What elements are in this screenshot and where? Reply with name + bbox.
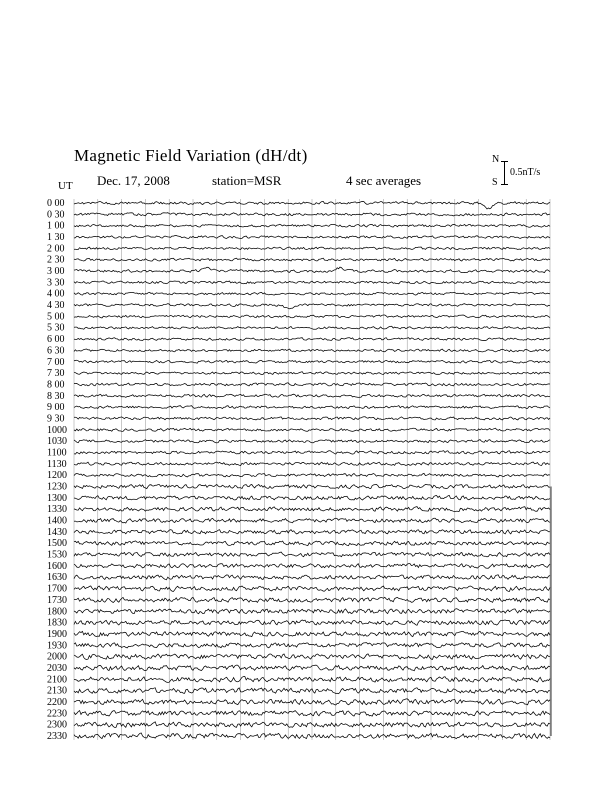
chart-title: Magnetic Field Variation (dH/dt) xyxy=(74,146,308,165)
row-label: 1700 xyxy=(47,583,67,595)
date-label: Dec. 17, 2008 xyxy=(97,173,170,188)
row-label: 2 00 xyxy=(47,243,65,255)
row-label: 1830 xyxy=(47,617,67,629)
station-label: station=MSR xyxy=(212,173,282,188)
row-label: 1500 xyxy=(47,538,67,550)
row-label: 2130 xyxy=(47,685,67,697)
row-label: 8 00 xyxy=(47,379,65,391)
scale-south-label: S xyxy=(492,177,498,188)
row-label: 1730 xyxy=(47,594,67,606)
row-label: 2000 xyxy=(47,651,67,663)
row-label: 0 00 xyxy=(47,198,65,209)
row-label: 1330 xyxy=(47,504,67,516)
row-label: 1900 xyxy=(47,628,67,640)
row-label: 1300 xyxy=(47,492,67,504)
row-label: 3 00 xyxy=(47,266,65,277)
row-label: 1430 xyxy=(47,526,67,538)
row-label: 1600 xyxy=(47,560,67,572)
ut-axis-label: UT xyxy=(58,180,73,192)
row-label: 2100 xyxy=(47,674,67,686)
row-label: 2300 xyxy=(47,719,67,731)
row-label: 4 00 xyxy=(47,288,65,300)
row-label: 1400 xyxy=(47,515,67,527)
row-label: 2230 xyxy=(47,708,67,720)
row-label: 8 30 xyxy=(47,390,65,402)
row-label: 5 30 xyxy=(47,322,65,334)
row-label: 1000 xyxy=(47,424,67,436)
row-label: 9 00 xyxy=(47,402,65,414)
scale-value-label: 0.5nT/s xyxy=(510,167,541,178)
row-label: 1 00 xyxy=(47,220,65,232)
row-label: 1530 xyxy=(47,549,67,561)
row-label: 4 30 xyxy=(47,300,65,312)
row-label: 2 30 xyxy=(47,254,65,266)
row-label: 1100 xyxy=(47,447,67,459)
scale-north-label: N xyxy=(492,154,500,165)
row-label: 1200 xyxy=(47,470,67,482)
row-label: 1930 xyxy=(47,640,67,652)
row-label: 2030 xyxy=(47,663,67,674)
row-label: 9 30 xyxy=(47,413,65,425)
row-label: 7 30 xyxy=(47,368,65,380)
row-label: 3 30 xyxy=(47,277,65,289)
row-label: 7 00 xyxy=(47,356,65,368)
row-label: 6 00 xyxy=(47,334,65,346)
row-label: 1 30 xyxy=(47,232,65,243)
row-label: 1800 xyxy=(47,606,67,618)
row-label: 2200 xyxy=(47,697,67,708)
row-label: 5 00 xyxy=(47,311,65,323)
row-label: 1230 xyxy=(47,481,67,493)
averaging-label: 4 sec averages xyxy=(346,173,422,188)
row-label: 2330 xyxy=(47,731,67,742)
row-label: 6 30 xyxy=(47,345,65,357)
row-label: 1630 xyxy=(47,572,67,584)
row-label: 1030 xyxy=(47,436,67,448)
row-label: 1130 xyxy=(47,458,67,470)
row-label: 0 30 xyxy=(47,209,65,221)
row-labels xyxy=(47,198,67,742)
